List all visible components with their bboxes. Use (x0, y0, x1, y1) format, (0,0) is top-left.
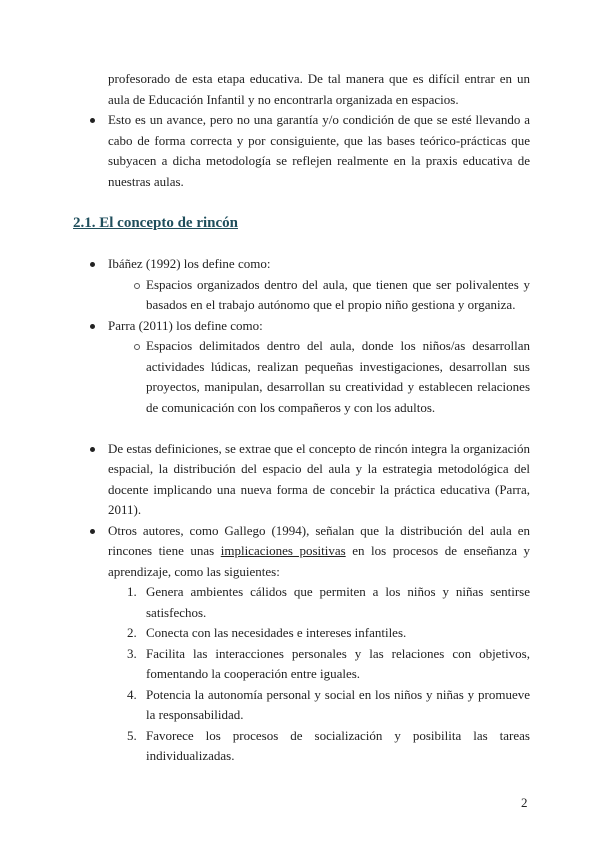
numbered-item (127, 726, 530, 767)
sub-bullet-text: Espacios delimitados dentro del aula, donde los niños/as desarrollan actividades lúdicas, realizan pequeñas investigaciones, desarrollan sus proyectos, manipulan, desarrollan su creatividad y establecen relaciones de comunicación con los compañeros y con los adultos. (146, 338, 530, 415)
bullet-text: Otros autores, como Gallego (1994), señalan que la distribución del aula en rincones tiene unas (108, 522, 530, 558)
item-number: 5. (127, 727, 137, 743)
item-text: Facilita las interacciones personales y las relaciones con objetivos, fomentando la cooperación entre iguales. (146, 645, 530, 681)
bullet-item (108, 110, 530, 192)
numbered-item (127, 644, 530, 685)
page-content (0, 69, 600, 767)
numbered-item (127, 582, 530, 623)
bullet-text: en los procesos de enseñanza y aprendizaje, como las siguientes: (108, 543, 531, 579)
sub-bullet-text: Espacios organizados dentro del aula, que tienen que ser polivalentes y basados en el trabajo autónomo que el propio niño gestiona y organiza. (146, 276, 530, 312)
page-number: 2 (521, 795, 528, 810)
continuation-paragraph: profesorado de esta etapa educativa. De tal manera que es difícil entrar en un aula de Educación Infantil y no encontrarla organizada en espacios. (108, 71, 530, 107)
item-number: 1. (127, 584, 137, 599)
bullet-item (108, 439, 530, 521)
bullet-item (108, 254, 530, 275)
bullet-item (108, 316, 530, 337)
section-heading: 2.1. El concepto de rincón (73, 215, 238, 231)
item-text: Favorece los procesos de socialización y posibilita las tareas individualizadas. (146, 727, 530, 763)
bullet-item (108, 521, 530, 583)
item-number: 2. (127, 625, 137, 640)
item-text: Conecta con las necesidades e intereses infantiles. (146, 625, 407, 640)
item-text: Potencia la autonomía personal y social en los niños y niñas y promueve la responsabilidad. (146, 686, 530, 722)
item-number: 3. (127, 645, 137, 661)
underlined-text: implicaciones positivas (220, 543, 346, 558)
item-text: Genera ambientes cálidos que permiten a los niños y niñas sentirse satisfechos. (146, 584, 530, 620)
bullet-text: Ibáñez (1992) los define como: (108, 256, 271, 271)
sub-bullet-item (146, 275, 530, 316)
bullet-text: Parra (2011) los define como: (108, 317, 263, 333)
numbered-item (127, 623, 530, 644)
bullet-text: De estas definiciones, se extrae que el concepto de rincón integra la organización espacial, la distribución del espacio del aula y la estrategia metodológica del docente implicando una nueva forma de concebir la práctica educativa (Parra, 2011). (108, 440, 530, 517)
sub-bullet-item (146, 336, 530, 418)
bullet-text: Esto es un avance, pero no una garantía y/o condición de que se esté llevando a cabo de forma correcta y por consiguiente, que las bases teórico-prácticas que subyacen a dicha metodología se reflejen realmente en la praxis educativa de nuestras aulas. (108, 112, 530, 189)
numbered-item (127, 685, 530, 726)
item-number: 4. (127, 686, 137, 702)
